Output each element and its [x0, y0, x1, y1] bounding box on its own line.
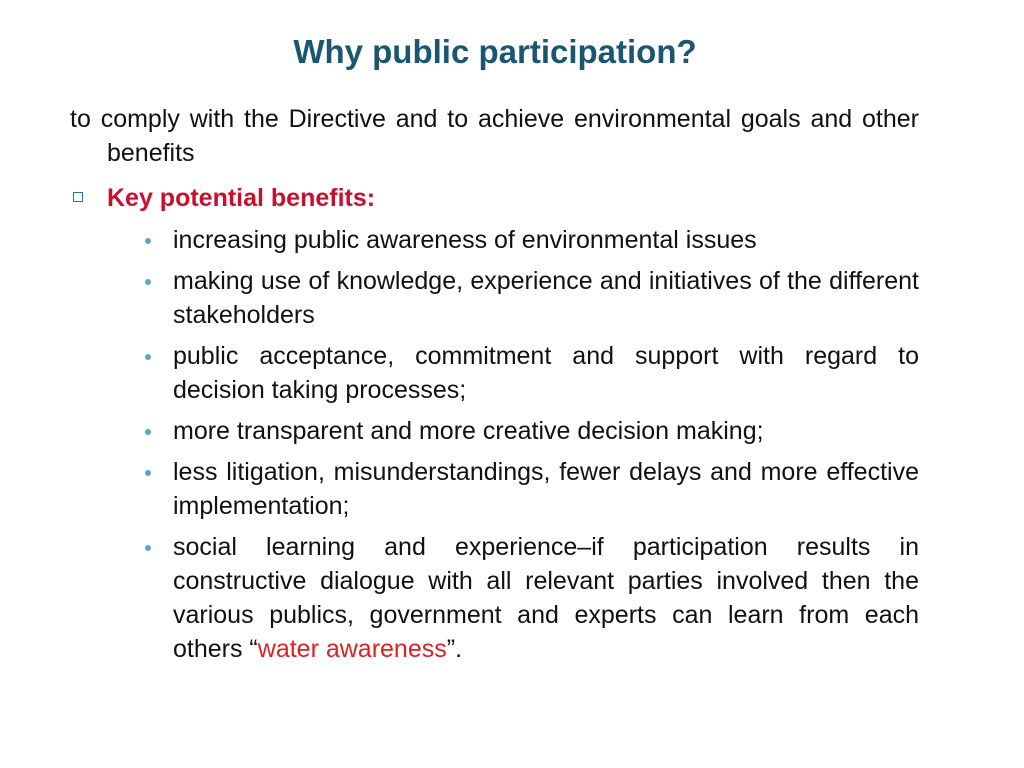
list-item: [140, 264, 919, 332]
list-item: [140, 339, 919, 407]
benefit-text: increasing public awareness of environmental issues: [173, 226, 757, 254]
list-item: [140, 223, 919, 257]
benefit-text-after: ”.: [446, 635, 463, 663]
benefit-text: less litigation, misunderstandings, fewer delays and more effective implementation;: [173, 458, 919, 520]
key-benefits-label: Key potential benefits:: [107, 184, 376, 212]
square-bullet-icon: [73, 192, 83, 202]
benefit-text: public acceptance, commitment and support with regard to decision taking processes;: [173, 342, 919, 404]
benefit-text-before: social learning and experience–if participation results in constructive dialogue with all relevant parties involved then the various publics, government and experts can learn from each others “: [173, 533, 919, 663]
water-awareness-highlight: water awareness: [257, 635, 447, 663]
bullet-dot-icon: [145, 354, 151, 360]
bullet-dot-icon: [145, 238, 151, 244]
benefit-text: making use of knowledge, experience and initiatives of the different stakeholders: [173, 267, 919, 329]
list-item: [140, 414, 919, 448]
benefits-list: [140, 223, 919, 673]
benefit-text: more transparent and more creative decision making;: [173, 417, 764, 445]
intro-text: to comply with the Directive and to achieve environmental goals and other benefits: [70, 105, 919, 167]
list-item: [140, 455, 919, 523]
bullet-dot-icon: [145, 279, 151, 285]
bullet-dot-icon: [145, 470, 151, 476]
key-benefits-heading: [70, 181, 919, 215]
list-item: [140, 530, 919, 666]
bullet-dot-icon: [145, 429, 151, 435]
slide-title: Why public participation?: [293, 33, 697, 70]
bullet-dot-icon: [145, 545, 151, 551]
